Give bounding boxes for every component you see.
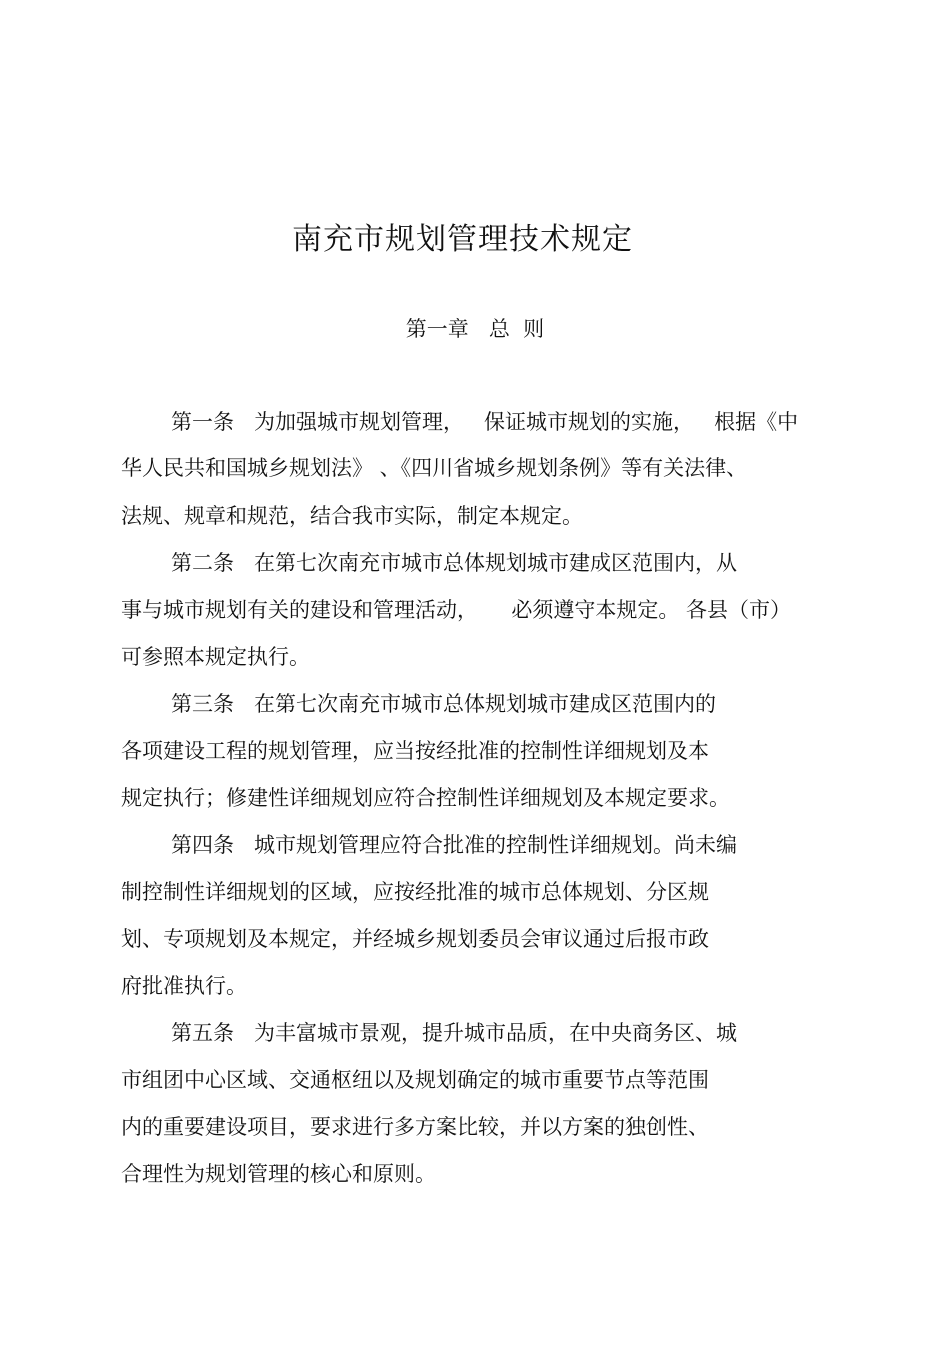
article-3-line-3: 规定执行；修建性详细规划应符合控制性详细规划及本规定要求。 <box>121 786 730 810</box>
article-3-line-1: 第三条 在第七次南充市城市总体规划城市建成区范围内的 <box>171 692 717 716</box>
article-4-line-2: 制控制性详细规划的区域，应按经批准的城市总体规划、分区规 <box>121 880 709 904</box>
article-4-line-1: 第四条 城市规划管理应符合批准的控制性详细规划。尚未编 <box>171 833 738 857</box>
article-2-line-3: 可参照本规定执行。 <box>121 645 310 669</box>
article-1-line-2: 华人民共和国城乡规划法》 、《四川省城乡规划条例》等有关法律、 <box>121 456 748 480</box>
document-title: 南充市规划管理技术规定 <box>292 222 633 257</box>
article-2-line-2: 事与城市规划有关的建设和管理活动， 必须遵守本规定。 各县（市） <box>121 598 792 622</box>
article-3-line-2: 各项建设工程的规划管理，应当按经批准的控制性详细规划及本 <box>121 739 709 763</box>
article-5-line-1: 第五条 为丰富城市景观，提升城市品质，在中央商务区、城 <box>171 1021 738 1045</box>
article-5-line-3: 内的重要建设项目，要求进行多方案比较，并以方案的独创性、 <box>121 1115 709 1139</box>
article-5-line-4: 合理性为规划管理的核心和原则。 <box>121 1162 436 1186</box>
chapter-heading: 第一章 总 则 <box>405 317 545 341</box>
article-5-line-2: 市组团中心区域、交通枢纽以及规划确定的城市重要节点等范围 <box>121 1068 709 1092</box>
article-2-line-1: 第二条 在第七次南充市城市总体规划城市建成区范围内，从 <box>171 551 738 575</box>
article-4-line-3: 划、专项规划及本规定，并经城乡规划委员会审议通过后报市政 <box>121 927 709 951</box>
article-1-line-1: 第一条 为加强城市规划管理， 保证城市规划的实施， 根据《中 <box>171 410 799 434</box>
article-1-line-3: 法规、规章和规范，结合我市实际，制定本规定。 <box>121 504 583 528</box>
article-4-line-4: 府批准执行。 <box>121 974 247 998</box>
